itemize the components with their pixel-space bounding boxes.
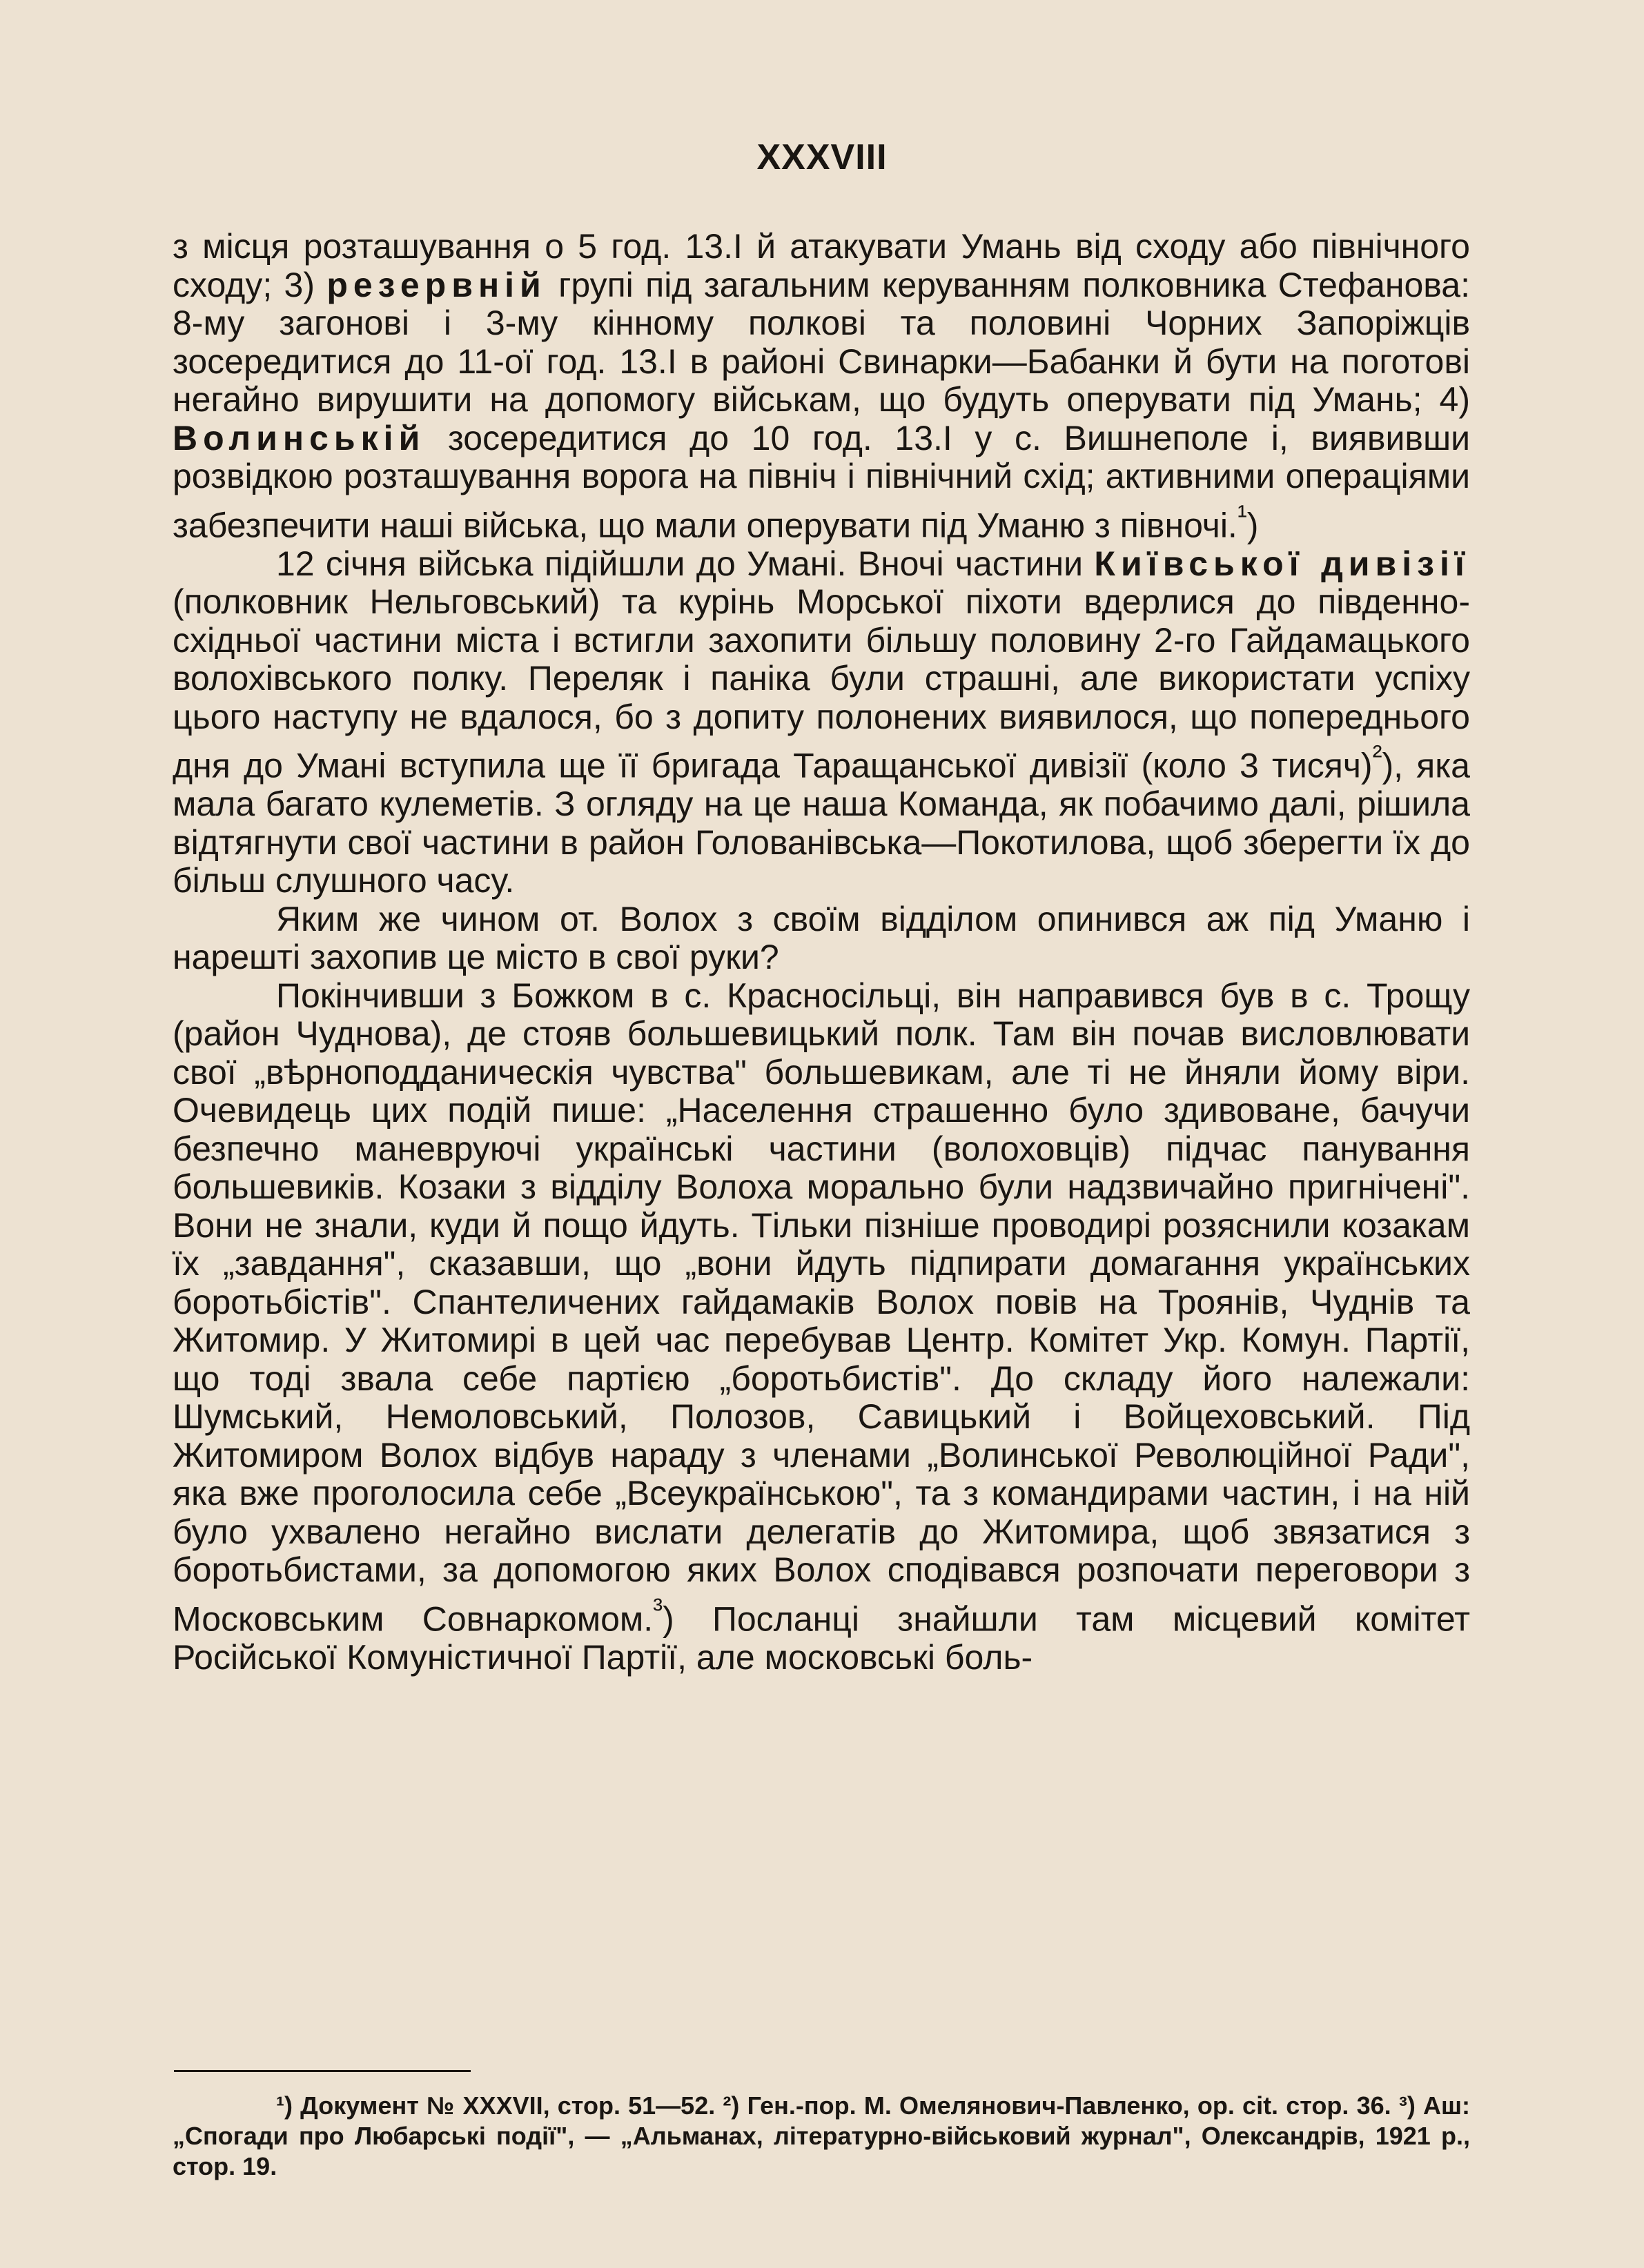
footnote-marker: ² (1372, 739, 1382, 772)
paragraph-p1 (173, 228, 1470, 545)
text-segment: ) Посланці знайшли там місцевий комітет Російської Комуністичної Партії, але московські боль- (173, 1599, 1470, 1677)
footnotes (173, 2091, 1470, 2182)
spaced-term: Київської дивізії (1094, 544, 1470, 583)
spaced-term: Волинській (173, 418, 426, 457)
footnote-divider (174, 2070, 471, 2072)
text-segment: 12 січня війська підійшли до Умані. Вночі частини (276, 544, 1095, 583)
paragraph-p3 (173, 900, 1470, 977)
spaced-term: резервній (326, 265, 547, 304)
page-number: XXXVIII (756, 137, 888, 177)
text-segment: Яким же чином от. Волох з своїм відділом опинився аж під Уманю і нарешті захопив це місто в свої руки? (173, 899, 1470, 977)
footnote-text: ¹) Документ № XXXVII, стор. 51—52. ²) Ген.-пор. М. Омелянович-Павленко, op. cit. стор. 36. ³) Аш: „Спогади про Любарські події", — „Альманах, літературно-військовий журнал", Олександрів, 1921 р., стор. 19. (173, 2091, 1470, 2180)
footnote-marker: ³ (653, 1592, 663, 1625)
paragraph-p2 (173, 545, 1470, 900)
text-segment: Покінчивши з Божком в с. Красносільці, він направився був в с. Трощу (район Чуднова), де стояв большевицький полк. Там він почав висловлювати свої „вѣрноподданическія чувства" большевикам, але ті не йняли йому віри. Очевидець цих подій пише: „Населення страшенно було здивоване, бачучи безпечно маневруючі українські частини (волоховців) підчас панування большевиків. Козаки з відділу Волоха морально були надзвичайно пригнічені". Вони не знали, куди й пощо йдуть. Тільки пізніше проводирі розяснили козакам їх „завдання", сказавши, що „вони йдуть підпирати домагання українських боротьбістів". Спантеличених гайдамаків Волох повів на Троянів, Чуднів та Житомир. У Житомирі в цей час перебував Центр. Комітет Укр. Комун. Партії, що тоді звала себе партією „боротьбистів". До складу його належали: Шумський, Немоловський, Полозов, Савицький і Войцеховський. Під Житомиром Волох відбув нараду з членами „Волинської Революційної Ради", яка вже проголосила себе „Всеукраїнською", та з командирами частин, і на ній було ухвалено негайно вислати делегатів до Житомира, щоб звязатися з боротьбистами, за допомогою яких Волох сподівався розпочати переговори з Московським Совнаркомом. (173, 976, 1470, 1639)
body-text (173, 228, 1470, 1677)
text-segment: з місця розташування о 5 год. 13.І й атакувати Умань від сходу або північного сходу; 3) (173, 227, 1470, 304)
text-segment: (полковник Нельговський) та курінь Морської піхоти вдерлися до південно-східньої частини міста і встигли захопити більшу половину 2-го Гайдамацького волохівського полку. Переляк і паніка були страшні, але використати успіху цього наступу не вдалося, бо з допиту полонених виявилося, що попереднього дня до Умані вступила ще її бригада Таращанської дивізії (коло 3 тисяч) (173, 582, 1470, 785)
footnote-marker: ¹ (1237, 498, 1247, 531)
text-segment: ), яка мала багато кулеметів. З огляду на це наша Команда, як побачимо далі, рішила відтягнути свої частини в район Голованівська—Покотилова, щоб зберегти їх до більш слушного часу. (173, 746, 1470, 900)
text-segment: ) (1246, 506, 1259, 545)
text-segment: зосередитися до 10 год. 13.І у с. Вишнеполе і, виявивши розвідкою розташування ворога на північ і північний схід; активними операціями забезпечити наші війська, що мали оперувати під Уманю з півночі. (173, 418, 1470, 545)
text-segment: групі під загальним керуванням полковника Стефанова: 8-му загонові і 3-му кінному полкові та половині Чорних Запоріжців зосередитися до 11-ої год. 13.І в районі Свинарки—Бабанки й бути на поготові негайно вирушити на допомогу військам, що будуть оперувати під Умань; 4) (173, 265, 1470, 419)
paragraph-p4 (173, 977, 1470, 1677)
